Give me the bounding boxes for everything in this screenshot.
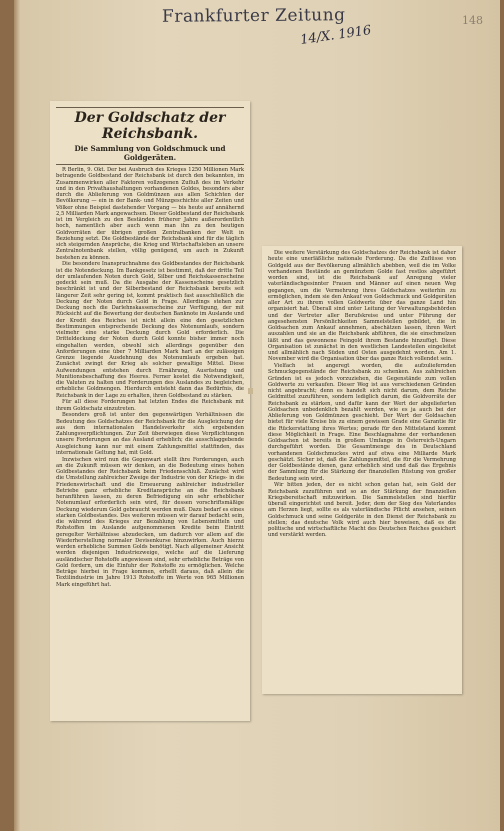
paragraph: Besonders groß ist unter den gegenwärtigen Verhältnissen die Bedeutung des Goldschatzes der Reichsbank für die Ausgleichung der aus dem internationalen Handelsverkehr sich ergebenden Zahlungsverpflichtungen. Zur Zeit überwiegen diese Verpflichtungen unsere Forderungen an das Ausland erheblich; die ausschlaggebende Ausgleichung kann nur mit einem Zahlungsmittel stattfinden, das internationale Geltung hat, mit Gold.: [56, 412, 244, 456]
article-headline: Der Goldschatz der Reichsbank.: [74, 110, 226, 142]
sub-rule: [56, 164, 244, 165]
paragraph: Vielfach ist angeregt worden, die aufzuliefernden Schmuckgegenstände der Reichsbank zu schenken. Aus zahlreichen Gründen ist es jedoch vorzuziehen, die Gegenstände zum vollen Goldwerte zu verkaufen. Dieser Weg ist aus verschiedenen Gründen nicht angebracht; denn es handelt sich nicht darum, dem Reiche Geldmittel zuzuführen, sondern lediglich darum, die Goldvorräte der Reichsbank zu stärken, und dafür kann der Wert der abgelieferten Goldsachen unbedenklich bezahlt werden, wie es ja auch bei der Ablieferung von Goldmünzen geschieht. Der Wert der Goldsachen bietet für viele Kreise bis zu einem gewissen Grade eine Garantie für die Rückerstattung ihres Wertes; gerade für den Mittelstand kommt diese Möglichkeit in Frage. Eine Beschlagnahme der vorhandenen Goldsachen ist bereits in großem Umfange in Österreich-Ungarn durchgeführt worden. Die Gesamtmenge des in Deutschland vorhandenen Goldschmuckes wird auf etwa eine Milliarde Mark geschätzt. Sicher ist, daß die Zahlungsmittel, die für die Vermehrung der Goldbestände dienen, ganz erheblich sind und daß das Ergebnis der Sammlung für die Stärkung der finanziellen Rüstung von großer Bedeutung sein wird.: [268, 363, 456, 482]
handwritten-date: 14/X. 1916: [299, 23, 373, 48]
newspaper-masthead: Frankfurter Zeitung: [161, 5, 346, 27]
article-body-left: [56, 167, 244, 588]
paste-mark: [248, 388, 253, 394]
paragraph: Wir bitten jeden, der es nicht schon getan hat, sein Gold der Reichsbank zuzuführen und so an der Stärkung der finanziellen Kriegsbereitschaft mitzuwirken. Die Sammelstellen sind hierfür überall eingerichtet und bereit. Jeder, dem der Sieg des Vaterlandes am Herzen liegt, sollte es als vaterländische Pflicht ansehen, seinen Goldschmuck und seine Goldgeräte in den Dienst der Reichsbank zu stellen; das deutsche Volk wird auch hier beweisen, daß es die politische und wirtschaftliche Macht des Deutschen Reiches gesichert und verstärkt werden.: [268, 482, 456, 539]
page-number: 148: [462, 14, 483, 27]
article-clipping-left: [50, 101, 250, 721]
article-body-right: [268, 250, 456, 539]
paragraph: Die weitere Verstärkung des Goldschatzes der Reichsbank ist daher heute eine unerläßliche nationale Forderung. Da die Zuflüsse von Goldgeld aus der Bevölkerung allmählich abebben, weil die im Volke vorhandenen Bestände an gemünztem Golde fast restlos abgeführt worden sind, ist die Reichsbank auf Anregung vieler vaterländischgesinnter Frauen und Männer auf einen neuen Weg gegangen, um die Vermehrung ihres Goldschatzes weiterhin zu ermöglichen, indem sie den Ankauf von Goldschmuck und Goldgeräten aller Art zu ihrem vollen Goldwerte über das ganze Land hin organisiert hat. Überall sind unter Leitung der Verwaltungsbehörden und der Vertreter aller Berufskreise und unter Führung der angesehensten Persönlichkeiten Sammelstellen gebildet, die in Goldsachen zum Ankauf annehmen, abschätzen lassen, ihren Wert auszahlen und sie an die Reichsbank abführen, die sie einschmelzen läßt und das gewonnene Feingold ihrem Bestande hinzufügt. Diese Organisation ist zunächst in den westlichen Landesteilen eingeleitet und allmählich nach Süden und Osten ausgedehnt worden. Am 1. November wird die Organisation über das ganze Reich vollendet sein.: [268, 250, 456, 363]
article-subheadline: Die Sammlung von Goldschmuck und Goldgeräten.: [74, 144, 226, 162]
paragraph: Die besondere Inanspruchnahme des Goldbestandes der Reichsbank ist die Notendeckung. Im Bankgesetz ist bestimmt, daß der dritte Teil der umlaufenden Noten durch Gold, Silber und Reichskassenscheine gedeckt sein muß. Da die Ausgabe der Kassenscheine gesetzlich beschränkt ist und der Silberbestand der Reichsbank bereits seit längerer Zeit sehr gering ist, kommt praktisch fast ausschließlich die Deckung der Noten durch Gold in Frage. Allerdings stehen zur Deckung noch die Darlehnskassenscheine zur Verfügung, der mit Rücksicht auf die Bewertung der deutschen Banknote im Auslande und der Kredit des Reiches ist nicht allein eine den gesetzlichen Bestimmungen entsprechende Deckung des Notenumlaufs, sondern vielmehr eine starke Deckung durch Gold erforderlich. Die Dritteldeckung der Noten durch Gold konnte bisher immer noch eingehalten werden, obwohl sich allerdings gegenüber den Anforderungen eine über 7 Milliarden Mark hart an der zulässigen Grenze liegende Ausdehnung des Notenumlaufs ergeben hat. Zunächst zwingt der Krieg als solcher gewaltige Mittel. Diese Aufwendungen entstehen durch Ernährung, Ausrüstung und Munitionsbeschaffung des Heeres. Ferner kostet die Notwendigkeit, die Valuten zu halten und Forderungen des Auslandes zu begleichen, erhebliche Goldmengen. Hierdurch entsteht dann das Bedürfnis, die Reichsbank in der Lage zu erhalten, ihren Goldbestand zu stärken.: [56, 261, 244, 399]
top-rule: [56, 107, 244, 108]
paragraph: Für all diese Forderungen hat letzten Endes die Reichsbank mit ihrem Goldschatz einzutreten.: [56, 399, 244, 412]
article-clipping-right: [262, 246, 462, 694]
paragraph: R Berlin, 9. Okt. Der bei Ausbruch des Krieges 1250 Millionen Mark betragende Goldbestand der Reichsbank ist durch den bekannten, im Zusammenwirken aller Faktoren vollzogenen Zufluß des im Verkehr und in den Privathaushaltungen vorhandenen Goldes, besonders aber durch die Ablieferung von Goldmünzen aus allen Schichten der Bevölkerung — ein in der Bank- und Münzgeschichte aller Zeiten und Völker ohne Beispiel dastehender Vorgang — bis heute auf annähernd 2,5 Milliarden Mark angewachsen. Dieser Goldbestand der Reichsbank ist im Vergleich zu den Beständen früherer Jahre außerordentlich hoch, namentlich aber auch wenn man ihn zu den heutigen Goldvorräten der übrigen großen Zentralbanken der Welt in Beziehung setzt. Die Goldbestände der Reichsbank sind für die täglich sich steigernden Ansprüche, die Krieg und Wirtschaftsleben an unsere Zentralnotenbank stellen, völlig genügend, um auch in Zukunft bestehen zu können.: [56, 167, 244, 261]
paragraph: Inzwischen wird nun die Gegenwart stellt ihre Forderungen, auch an die Zukunft müssen wir denken, an die Bedeutung eines hohen Goldbestandes der Reichsbank beim Friedensschluß. Zunächst wird die Umstellung zahlreicher Zweige der Industrie von der Kriegs- in die Friedenswirtschaft und die Erneuerung zahlreicher industrieller Betriebe ganz erhebliche Kreditansprüche an die Reichsbank heranführen lassen, zu deren Befriedigung ein sehr erheblicher Notenumlauf erforderlich sein wird, für dessen vorschriftsmäßige Deckung wiederum Gold gebraucht werden muß. Dazu bedarf es eines starken Goldbestandes. Des weiteren müssen wir darauf bedacht sein, die während des Krieges zur Bezahlung von Lebensmitteln und Rohstoffen im Auslande aufgenommenen Kredite beim Eintritt geregelter Verhältnisse abzudecken, um dadurch vor allem auf die Wiederherstellung normaler Devisenkurse hinzuwirken. Auch hierzu werden erhebliche Summen Golds benötigt. Nach allgemeiner Ansicht werden diejenigen Industriezweige, welche auf die Lieferung ausländischer Rohstoffe angewiesen sind, sehr erhebliche Beträge von Gold fordern, um die Einfuhr der Rohstoffe zu ermöglichen. Welche Beträge hierbei in Frage kommen, erhellt daraus, daß allein die Textilindustrie im Jahre 1913 Rohstoffe im Werte von 965 Millionen Mark eingeführt hat.: [56, 456, 244, 588]
